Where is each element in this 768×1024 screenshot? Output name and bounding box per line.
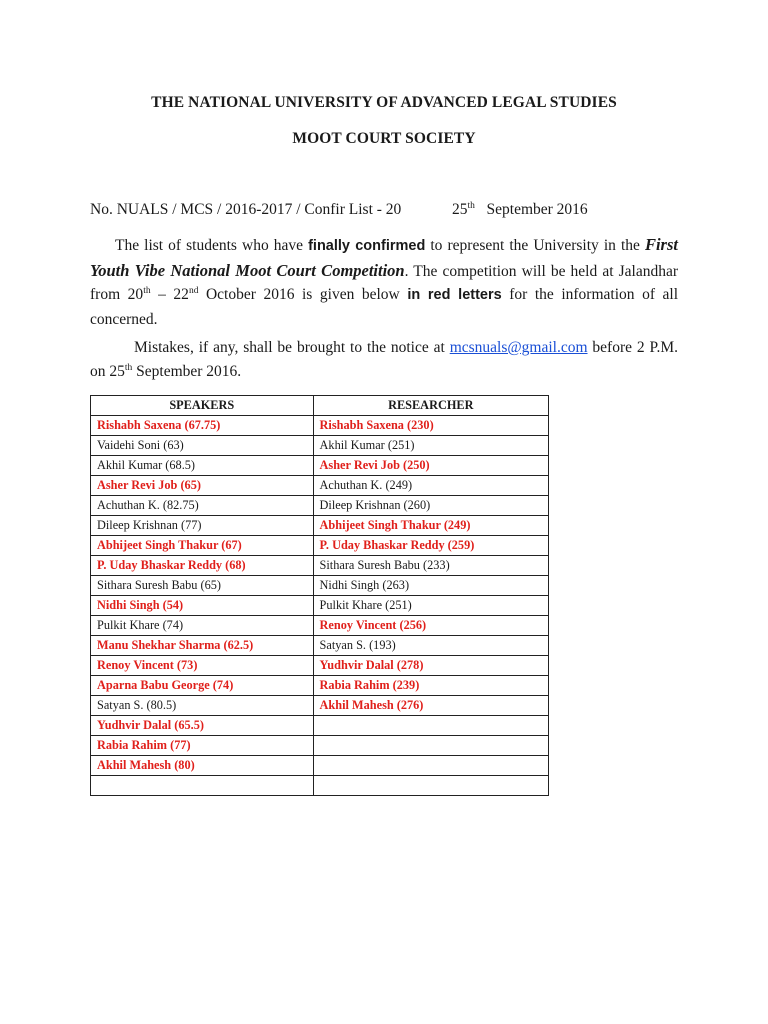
table-row (91, 736, 549, 756)
researcher-cell: Nidhi Singh (263) (313, 576, 548, 596)
university-title: THE NATIONAL UNIVERSITY OF ADVANCED LEGAL STUDIES (151, 94, 617, 111)
table-row (91, 496, 549, 516)
speaker-cell: P. Uday Bhaskar Reddy (68) (91, 556, 314, 576)
researcher-cell (313, 716, 548, 736)
speaker-cell: Vaidehi Soni (63) (91, 436, 314, 456)
researcher-cell: Renoy Vincent (256) (313, 616, 548, 636)
researcher-cell: Pulkit Khare (251) (313, 596, 548, 616)
researcher-cell: Satyan S. (193) (313, 636, 548, 656)
table-row (91, 716, 549, 736)
table-header-row (91, 396, 549, 416)
researcher-cell: Rabia Rahim (239) (313, 676, 548, 696)
speaker-cell: Manu Shekhar Sharma (62.5) (91, 636, 314, 656)
speaker-cell: Sithara Suresh Babu (65) (91, 576, 314, 596)
table-body (91, 416, 549, 796)
speaker-cell: Aparna Babu George (74) (91, 676, 314, 696)
speaker-cell: Asher Revi Job (65) (91, 476, 314, 496)
table-row (91, 536, 549, 556)
researcher-cell: Abhijeet Singh Thakur (249) (313, 516, 548, 536)
table-row (91, 596, 549, 616)
table-row (91, 476, 549, 496)
speaker-cell: Dileep Krishnan (77) (91, 516, 314, 536)
notice-superscript: th (124, 362, 133, 373)
intro-text-3: . The competition will be held at Jalandhar from 20 (90, 262, 679, 303)
researcher-header: RESEARCHER (313, 396, 548, 416)
speaker-cell: Satyan S. (80.5) (91, 696, 314, 716)
table-row (91, 516, 549, 536)
intro-text-2: to represent the University in the (425, 237, 645, 254)
table-row (91, 436, 549, 456)
researcher-cell: Akhil Kumar (251) (313, 436, 548, 456)
table-row (91, 456, 549, 476)
intro-superscript-2: nd (188, 285, 199, 296)
speaker-cell: Achuthan K. (82.75) (91, 496, 314, 516)
speaker-cell: Nidhi Singh (54) (91, 596, 314, 616)
researcher-cell: Akhil Mahesh (276) (313, 696, 548, 716)
notice-paragraph (90, 336, 678, 383)
reference-date (452, 201, 588, 219)
researcher-cell (313, 776, 548, 796)
table-row (91, 556, 549, 576)
table-row (91, 576, 549, 596)
date-superscript: th (467, 200, 475, 211)
researcher-cell: Achuthan K. (249) (313, 476, 548, 496)
confirmation-table (90, 395, 549, 796)
notice-text-1: Mistakes, if any, shall be brought to the notice at (134, 339, 450, 356)
researcher-cell: Dileep Krishnan (260) (313, 496, 548, 516)
speaker-cell: Akhil Mahesh (80) (91, 756, 314, 776)
email-link[interactable]: mcsnuals@gmail.com (449, 339, 588, 356)
intro-text-1: The list of students who have (115, 237, 309, 254)
researcher-cell (313, 756, 548, 776)
intro-superscript-1: th (143, 285, 151, 296)
table-row (91, 616, 549, 636)
speaker-cell: Akhil Kumar (68.5) (91, 456, 314, 476)
table-row (91, 416, 549, 436)
society-title: MOOT COURT SOCIETY (292, 130, 476, 147)
researcher-cell: Sithara Suresh Babu (233) (313, 556, 548, 576)
table-row (91, 696, 549, 716)
speaker-cell: Pulkit Khare (74) (91, 616, 314, 636)
intro-paragraph (90, 233, 678, 331)
table-row (91, 776, 549, 796)
table-row (91, 676, 549, 696)
intro-text-6: for the information of all concerned. (90, 286, 679, 328)
finally-confirmed-emphasis: finally confirmed (308, 238, 426, 254)
speaker-cell (91, 776, 314, 796)
intro-text-4: – 22 (150, 286, 189, 303)
notice-text-2: before 2 P.M. on 25 (90, 339, 678, 380)
date-day: 25 (452, 201, 468, 218)
date-month-year: September 2016 (486, 201, 588, 218)
red-letters-emphasis: in red letters (407, 287, 502, 303)
researcher-cell: P. Uday Bhaskar Reddy (259) (313, 536, 548, 556)
reference-line (90, 201, 690, 219)
table-row (91, 756, 549, 776)
notice-text-3: September 2016. (132, 362, 242, 380)
speakers-header: SPEAKERS (91, 396, 314, 416)
researcher-cell: Asher Revi Job (250) (313, 456, 548, 476)
researcher-cell: Rishabh Saxena (230) (313, 416, 548, 436)
intro-text-5: October 2016 is given below (198, 286, 408, 303)
competition-name: First Youth Vibe National Moot Court Competition (90, 235, 678, 280)
table-row (91, 656, 549, 676)
researcher-cell (313, 736, 548, 756)
speaker-cell: Renoy Vincent (73) (91, 656, 314, 676)
speaker-cell: Yudhvir Dalal (65.5) (91, 716, 314, 736)
speaker-cell: Abhijeet Singh Thakur (67) (91, 536, 314, 556)
table-row (91, 636, 549, 656)
researcher-cell: Yudhvir Dalal (278) (313, 656, 548, 676)
speaker-cell: Rabia Rahim (77) (91, 736, 314, 756)
reference-number: No. NUALS / MCS / 2016-2017 / Confir List - 20 (90, 201, 402, 218)
speaker-cell: Rishabh Saxena (67.75) (91, 416, 314, 436)
